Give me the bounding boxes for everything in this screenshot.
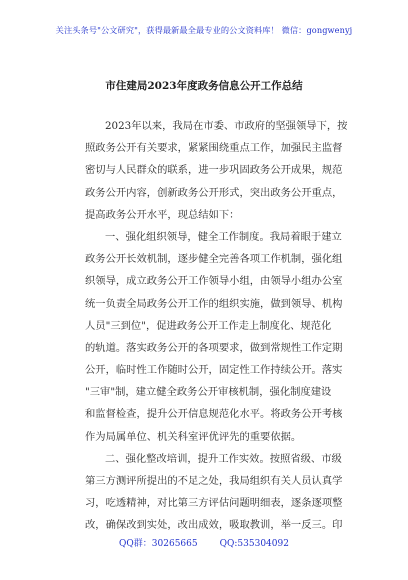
body-line: "三审"制，建立健全政务公开审核机制，强化制度建设 <box>85 386 332 399</box>
body-line: 2023年以来，我局在市委、市政府的坚强领导下，按 <box>105 120 348 132</box>
footer-qq-group: QQ群：30265665 <box>119 539 198 549</box>
body-line: 提高政务公开水平，现总结如下： <box>85 208 240 221</box>
body-line: 改，确保改到实处，改出成效，吸取教训，举一反三。印 <box>85 519 343 532</box>
document-title: 市住建局2023年度政务信息公开工作总结 <box>105 80 303 92</box>
document-body <box>85 115 348 537</box>
body-line: 一、强化组织领导，健全工作制度。我局着眼于建立 <box>105 230 342 243</box>
footer-contact <box>0 536 408 549</box>
body-line: 统一负责全局政务公开工作的组织实施，做到领导、机构 <box>85 297 343 310</box>
body-line: 政务公开内容，创新政务公开形式，突出政务公开重点， <box>85 186 343 199</box>
body-line: 二、强化整改培训，提升工作实效。按照省级、市级 <box>105 452 342 465</box>
body-line: 织领导，成立政务公开工作领导小组，由领导小组办公室 <box>85 275 343 288</box>
footer-qq: QQ:535304092 <box>219 539 289 549</box>
body-line: 照政务公开有关要求，紧紧围绕重点工作，加强民主监督 <box>85 142 343 155</box>
body-line: 习，吃透精神，对比第三方评估问题明细表，逐条逐项整 <box>85 497 343 510</box>
body-line: 的轨道。落实政务公开的各项要求，做到常规性工作定期 <box>85 341 343 354</box>
body-line: 公开，临时性工作随时公开，固定性工作持续公开。落实 <box>85 364 343 377</box>
body-line: 第三方测评所提出的不足之处，我局组织有关人员认真学 <box>85 475 343 487</box>
body-line: 政务公开长效机制，逐步健全完善各项工作机制，强化组 <box>85 253 343 266</box>
header-promo-note: 关注头条号"公文研究"，获得最新最全最专业的公文资料库！ 微信：gongwenyj <box>55 25 353 35</box>
body-line: 密切与人民群众的联系，进一步巩固政务公开成果，规范 <box>85 164 343 177</box>
body-line: 作为局属单位、机关科室评优评先的重要依据。 <box>85 430 302 443</box>
body-line: 人员"三到位"，促进政务公开工作走上制度化、规范化 <box>85 319 332 332</box>
body-line: 和监督检查，提升公开信息规范化水平。将政务公开考核 <box>85 408 343 421</box>
